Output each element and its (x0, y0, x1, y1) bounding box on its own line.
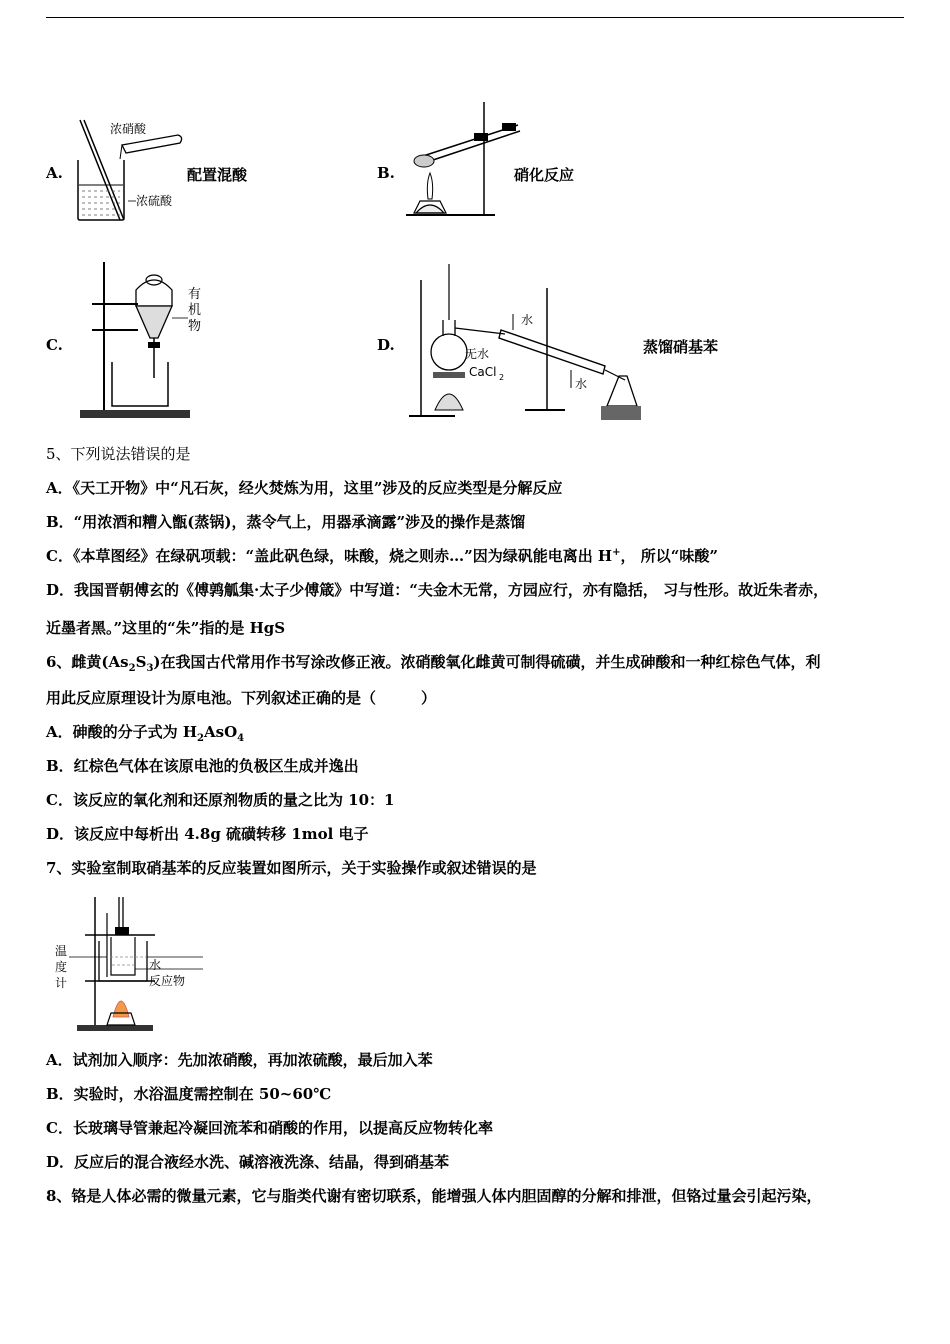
mixing-acid-figure (70, 115, 190, 225)
q5-option-c: C．《本草图经》在绿矾项载：“盖此矾色绿，味酸，烧之则赤…”因为绿矾能电离出 H+， 所以“味酸” (46, 547, 718, 565)
distillation-figure (405, 260, 640, 430)
nitration-figure (400, 97, 510, 222)
label-organic-1: 有 (188, 287, 202, 302)
q7-option-a: A．试剂加入顺序：先加浓硝酸，再加浓硫酸，最后加入苯 (46, 1051, 433, 1069)
q7-stem: 7、实验室制取硝基苯的反应装置如图所示，关于实验操作或叙述错误的是 (46, 859, 537, 877)
option-d-letter: D. (377, 336, 395, 354)
q6-stem-line2: 用此反应原理设计为原电池。下列叙述正确的是（ ） (46, 689, 437, 707)
label-anhydrous: 无水 (465, 347, 490, 361)
label-cacl: CaCl (469, 365, 497, 379)
label-conc-nitric: 浓硝酸 (110, 122, 147, 136)
q7-option-c: C．长玻璃导管兼起冷凝回流苯和硝酸的作用，以提高反应物转化率 (46, 1119, 493, 1137)
label-water-in: 水 (521, 313, 534, 327)
q6-stem-line1: 6、雌黄$(As_2S_3)$在我国古代常用作书写涂改修正液。浓硝酸氧化雌黄可制得硫磺，并生成砷酸和一种红棕色气体，利 (46, 653, 821, 674)
q6-option-b: B．红棕色气体在该原电池的负极区生成并逸出 (46, 757, 359, 775)
option-a-caption: 配置混酸 (187, 166, 248, 184)
q5-option-b: B．“用浓酒和糟入甑(蒸锅)，蒸令气上，用器承滴露”涉及的操作是蒸馏 (46, 513, 526, 531)
option-c-letter: C. (46, 336, 63, 354)
label-organic-2: 机 (188, 303, 202, 318)
label-reactant: 反应物 (149, 974, 186, 988)
label-thermo-2: 度 (55, 960, 68, 974)
label-conc-sulfuric: 浓硫酸 (136, 194, 173, 208)
q6-option-d: D．该反应中每析出 4.8g 硫磺转移 1mol 电子 (46, 825, 369, 843)
q6-option-a: A．砷酸的分子式为 $H_2AsO_4$ (46, 723, 245, 744)
label-thermo-1: 温 (55, 944, 68, 958)
q5-option-d-line2: 近墨者黑。”这里的“朱”指的是 HgS (46, 619, 286, 637)
option-b-caption: 硝化反应 (514, 166, 575, 184)
q5-option-d-line1: D．我国晋朝傅玄的《傅鹑觚集·太子少傅箴》中写道：“夫金木无常，方园应行，亦有隐括， 习与性形。故近朱者赤， (46, 581, 829, 599)
label-water: 水 (149, 958, 162, 972)
header-rule (46, 17, 904, 18)
option-a-letter: A. (46, 164, 63, 182)
q6-option-c: C．该反应的氧化剂和还原剂物质的量之比为 10：1 (46, 791, 395, 809)
q7-option-b: B．实验时，水浴温度需控制在 50~60℃ (46, 1085, 332, 1103)
label-organic-3: 物 (188, 319, 202, 334)
label-water-out: 水 (575, 377, 588, 391)
q8-stem: 8、铬是人体必需的微量元素，它与脂类代谢有密切联系，能增强人体内胆固醇的分解和排泄，但铬过量会引起污染， (46, 1187, 822, 1205)
label-thermo-3: 计 (55, 976, 68, 990)
q5-stem: 5、下列说法错误的是 (46, 445, 191, 463)
nitrobenzene-apparatus-figure (55, 893, 205, 1035)
option-d-caption: 蒸馏硝基苯 (643, 338, 719, 356)
separating-funnel-figure (78, 258, 213, 428)
q5-option-a: A．《天工开物》中“凡石灰，经火焚炼为用，这里”涉及的反应类型是分解反应 (46, 479, 563, 497)
option-b-letter: B. (377, 164, 395, 182)
label-cacl-sub: 2 (499, 373, 505, 382)
q7-option-d: D．反应后的混合液经水洗、碱溶液洗涤、结晶，得到硝基苯 (46, 1153, 450, 1171)
